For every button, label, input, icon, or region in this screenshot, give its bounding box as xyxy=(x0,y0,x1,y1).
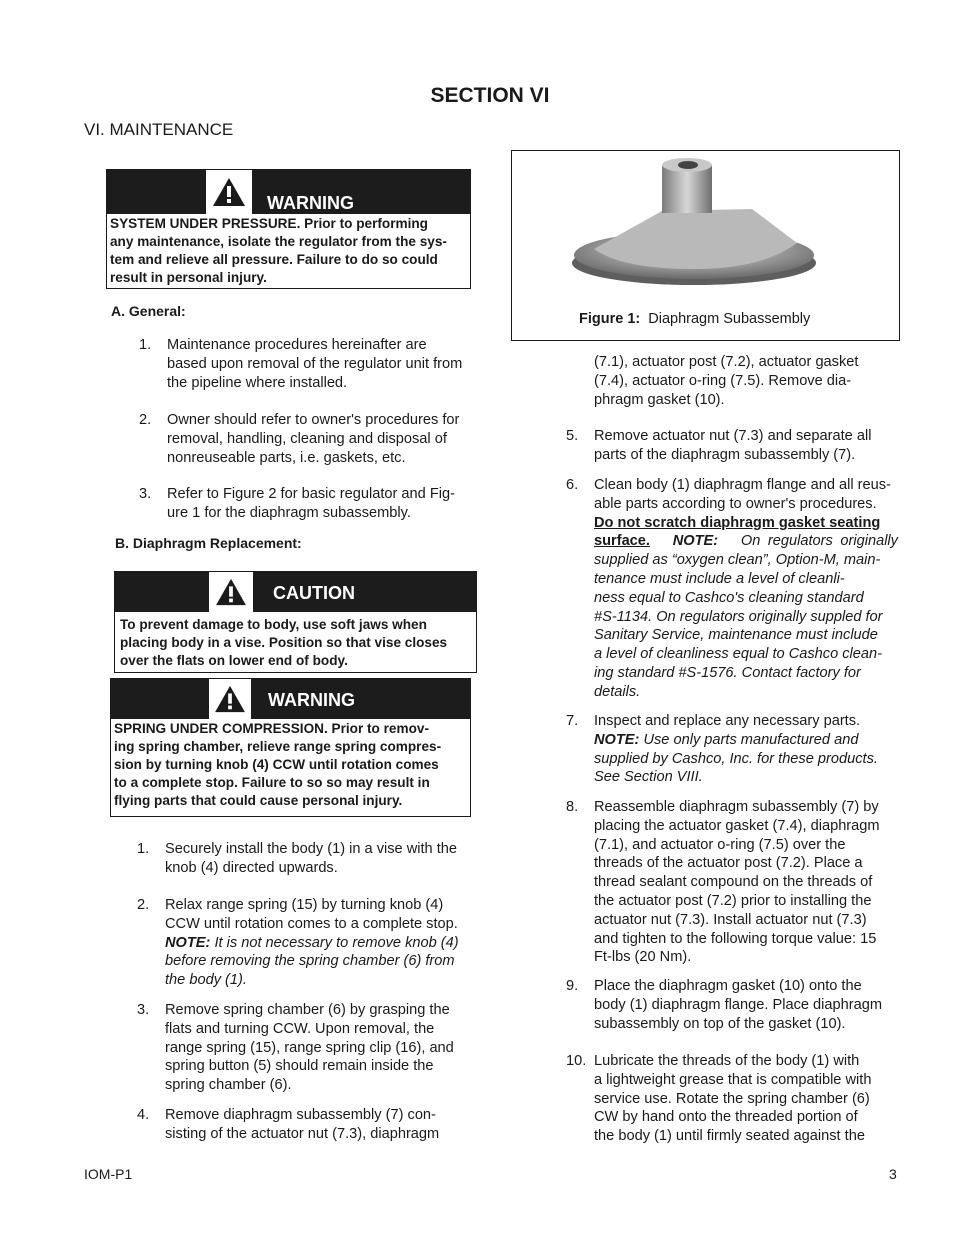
item-line: (7.1), actuator post (7.2), actuator gasket xyxy=(594,354,859,370)
caution-triangle-icon xyxy=(209,572,253,612)
warning-line: SPRING UNDER COMPRESSION. Prior to remov- xyxy=(114,721,429,736)
step-4 xyxy=(137,1106,469,1144)
note-line xyxy=(594,731,898,750)
footer-page-number: 3 xyxy=(889,1166,897,1182)
item-line: and tighten to the following torque value: 15 xyxy=(594,930,877,947)
general-item-1 xyxy=(139,336,471,392)
note-line: supplied by Cashco, Inc. for these products. xyxy=(594,750,878,767)
figure-1-box xyxy=(511,150,900,341)
item-number: 4. xyxy=(137,1107,150,1123)
item-number: 7. xyxy=(566,713,579,729)
item-line: the actuator post (7.2) prior to installing the xyxy=(594,892,872,909)
item-line: the body (1) until firmly seated against the xyxy=(594,1128,865,1145)
step-8 xyxy=(566,798,898,967)
warning-text xyxy=(111,719,470,810)
warning-line: sion by turning knob (4) CCW until rotation comes xyxy=(114,757,439,772)
item-number: 1. xyxy=(139,337,152,353)
item-line: able parts according to owner's procedures. xyxy=(594,495,877,512)
warning-line: any maintenance, isolate the regulator from the sys- xyxy=(110,234,447,249)
figure-label: Figure 1: xyxy=(579,311,641,327)
item-line: Remove actuator nut (7.3) and separate all xyxy=(594,428,872,444)
note-line: Sanitary Service, maintenance must include xyxy=(594,627,878,644)
step-6 xyxy=(566,476,898,702)
caution-header xyxy=(115,572,476,612)
figure-caption xyxy=(579,311,810,327)
item-line: Remove spring chamber (6) by grasping the xyxy=(165,1002,450,1018)
warning-title: WARNING xyxy=(268,690,355,710)
step-7 xyxy=(566,712,898,787)
item-number: 8. xyxy=(566,799,579,815)
diaphragm-subassembly-image xyxy=(512,151,898,301)
step-3 xyxy=(137,1001,469,1095)
warning-box-pressure xyxy=(106,169,471,289)
note-label: NOTE: xyxy=(165,934,211,951)
general-item-3 xyxy=(139,485,471,523)
item-line: Remove diaphragm subassembly (7) con- xyxy=(165,1107,436,1123)
note-line xyxy=(594,532,898,551)
item-number: 3. xyxy=(137,1002,150,1018)
item-line: Maintenance procedures hereinafter are xyxy=(167,337,427,353)
note-line: details. xyxy=(594,683,641,700)
note-line: a level of cleanliness equal to Cashco clean- xyxy=(594,646,882,663)
item-line: Clean body (1) diaphragm flange and all reus- xyxy=(594,477,891,493)
item-line: Owner should refer to owner's procedures for xyxy=(167,412,460,428)
item-line: phragm gasket (10). xyxy=(594,391,725,408)
item-line: Place the diaphragm gasket (10) onto the xyxy=(594,978,862,994)
diaphragm-heading: B. Diaphragm Replacement: xyxy=(115,535,302,551)
warning-line: result in personal injury. xyxy=(110,270,267,285)
step-5 xyxy=(566,427,898,465)
item-line: flats and turning CCW. Upon removal, the xyxy=(165,1020,435,1037)
item-line: CCW until rotation comes to a complete stop. xyxy=(165,915,458,932)
note-line: See Section VIII. xyxy=(594,769,703,786)
item-line: threads of the actuator post (7.2). Place a xyxy=(594,855,863,872)
step-1 xyxy=(137,840,469,878)
warning-text xyxy=(107,214,470,287)
item-line: sisting of the actuator nut (7.3), diaphragm xyxy=(165,1125,440,1142)
item-line: (7.1), and actuator o-ring (7.5) over the xyxy=(594,836,846,853)
warning-triangle-icon xyxy=(209,679,251,719)
emphasis-text: surface. xyxy=(594,533,650,550)
warning-line: ing spring chamber, relieve range spring compres- xyxy=(114,739,442,754)
note-line: before removing the spring chamber (6) from xyxy=(165,953,455,970)
note-line: tenance must include a level of cleanli- xyxy=(594,570,845,587)
note-line: ing standard #S-1576. Contact factory for xyxy=(594,664,861,681)
general-item-2 xyxy=(139,411,471,467)
item-number: 2. xyxy=(137,897,150,913)
item-line: based upon removal of the regulator unit from xyxy=(167,355,463,372)
item-line: CW by hand onto the threaded portion of xyxy=(594,1109,858,1126)
warning-header xyxy=(111,679,470,719)
item-number: 10. xyxy=(566,1053,587,1069)
item-line: actuator nut (7.3). Install actuator nut (7.3) xyxy=(594,911,867,928)
warning-line: tem and relieve all pressure. Failure to do so could xyxy=(110,252,438,267)
item-line: Relax range spring (15) by turning knob (4) xyxy=(165,897,444,913)
item-line: ure 1 for the diaphragm subassembly. xyxy=(167,504,411,521)
caution-title: CAUTION xyxy=(273,583,355,603)
warning-line: to a complete stop. Failure to so so may result in xyxy=(114,775,430,790)
maintenance-heading: VI. MAINTENANCE xyxy=(84,120,234,139)
emphasis-line: Do not scratch diaphragm gasket seating xyxy=(594,514,881,531)
footer-doc-id: IOM-P1 xyxy=(84,1166,133,1182)
item-line: knob (4) directed upwards. xyxy=(165,859,338,876)
item-number: 5. xyxy=(566,428,579,444)
item-line: range spring (15), range spring clip (16), and xyxy=(165,1039,454,1056)
step-10 xyxy=(566,1052,898,1146)
item-number: 6. xyxy=(566,477,579,493)
step-2 xyxy=(137,896,469,990)
item-line: Lubricate the threads of the body (1) with xyxy=(594,1053,860,1069)
item-line: Reassemble diaphragm subassembly (7) by xyxy=(594,799,879,815)
caution-line: To prevent damage to body, use soft jaws when xyxy=(120,617,427,632)
warning-triangle-icon xyxy=(206,170,252,214)
note-label: NOTE: xyxy=(594,731,640,748)
item-number: 3. xyxy=(139,486,152,502)
item-line: body (1) diaphragm flange. Place diaphragm xyxy=(594,996,882,1013)
general-heading: A. General: xyxy=(111,303,186,319)
item-line: (7.4), actuator o-ring (7.5). Remove dia- xyxy=(594,372,852,389)
caution-text xyxy=(115,612,476,670)
warning-line: flying parts that could cause personal injury. xyxy=(114,793,403,808)
note-line: ness equal to Cashco's cleaning standard xyxy=(594,589,864,606)
warning-box-spring xyxy=(110,678,471,817)
note-text: On regulators originally xyxy=(740,533,898,550)
item-line: removal, handling, cleaning and disposal of xyxy=(167,430,447,447)
note-line: supplied as “oxygen clean”, Option-M, main- xyxy=(594,552,881,569)
item-line: subassembly on top of the gasket (10). xyxy=(594,1015,846,1032)
warning-header xyxy=(107,170,470,214)
note-text: It is not necessary to remove knob (4) xyxy=(210,934,459,951)
item-number: 9. xyxy=(566,978,579,994)
item-line: the pipeline where installed. xyxy=(167,374,348,391)
item-line: nonreuseable parts, i.e. gaskets, etc. xyxy=(167,449,406,466)
caution-line: placing body in a vise. Position so that vise closes xyxy=(120,635,448,650)
figure-caption-text: Diaphragm Subassembly xyxy=(648,311,811,327)
section-title: SECTION VI xyxy=(430,84,550,107)
item-line: spring chamber (6). xyxy=(165,1077,292,1094)
item-line: parts of the diaphragm subassembly (7). xyxy=(594,446,856,463)
note-line xyxy=(165,934,469,953)
item-line: Inspect and replace any necessary parts. xyxy=(594,713,861,729)
warning-line: SYSTEM UNDER PRESSURE. Prior to performing xyxy=(110,216,428,231)
caution-box xyxy=(114,571,477,673)
note-label: NOTE: xyxy=(672,533,719,550)
item-line: placing the actuator gasket (7.4), diaphragm xyxy=(594,817,880,834)
item-line: a lightweight grease that is compatible with xyxy=(594,1071,872,1088)
item-line: Securely install the body (1) in a vise with the xyxy=(165,841,458,857)
item-number: 1. xyxy=(137,841,150,857)
note-text: Use only parts manufactured and xyxy=(639,731,859,748)
note-line: the body (1). xyxy=(165,972,247,989)
item-number: 2. xyxy=(139,412,152,428)
item-line: Ft-lbs (20 Nm). xyxy=(594,949,692,966)
caution-line: over the flats on lower end of body. xyxy=(120,653,348,668)
step-4-continued xyxy=(594,353,898,409)
item-line: thread sealant compound on the threads of xyxy=(594,874,873,891)
item-line: spring button (5) should remain inside the xyxy=(165,1058,434,1075)
step-9 xyxy=(566,977,898,1033)
item-line: service use. Rotate the spring chamber (6) xyxy=(594,1090,870,1107)
note-line: #S-1134. On regulators originally suppled for xyxy=(594,608,883,625)
warning-title: WARNING xyxy=(267,193,354,213)
item-line: Refer to Figure 2 for basic regulator and Fig- xyxy=(167,486,455,502)
